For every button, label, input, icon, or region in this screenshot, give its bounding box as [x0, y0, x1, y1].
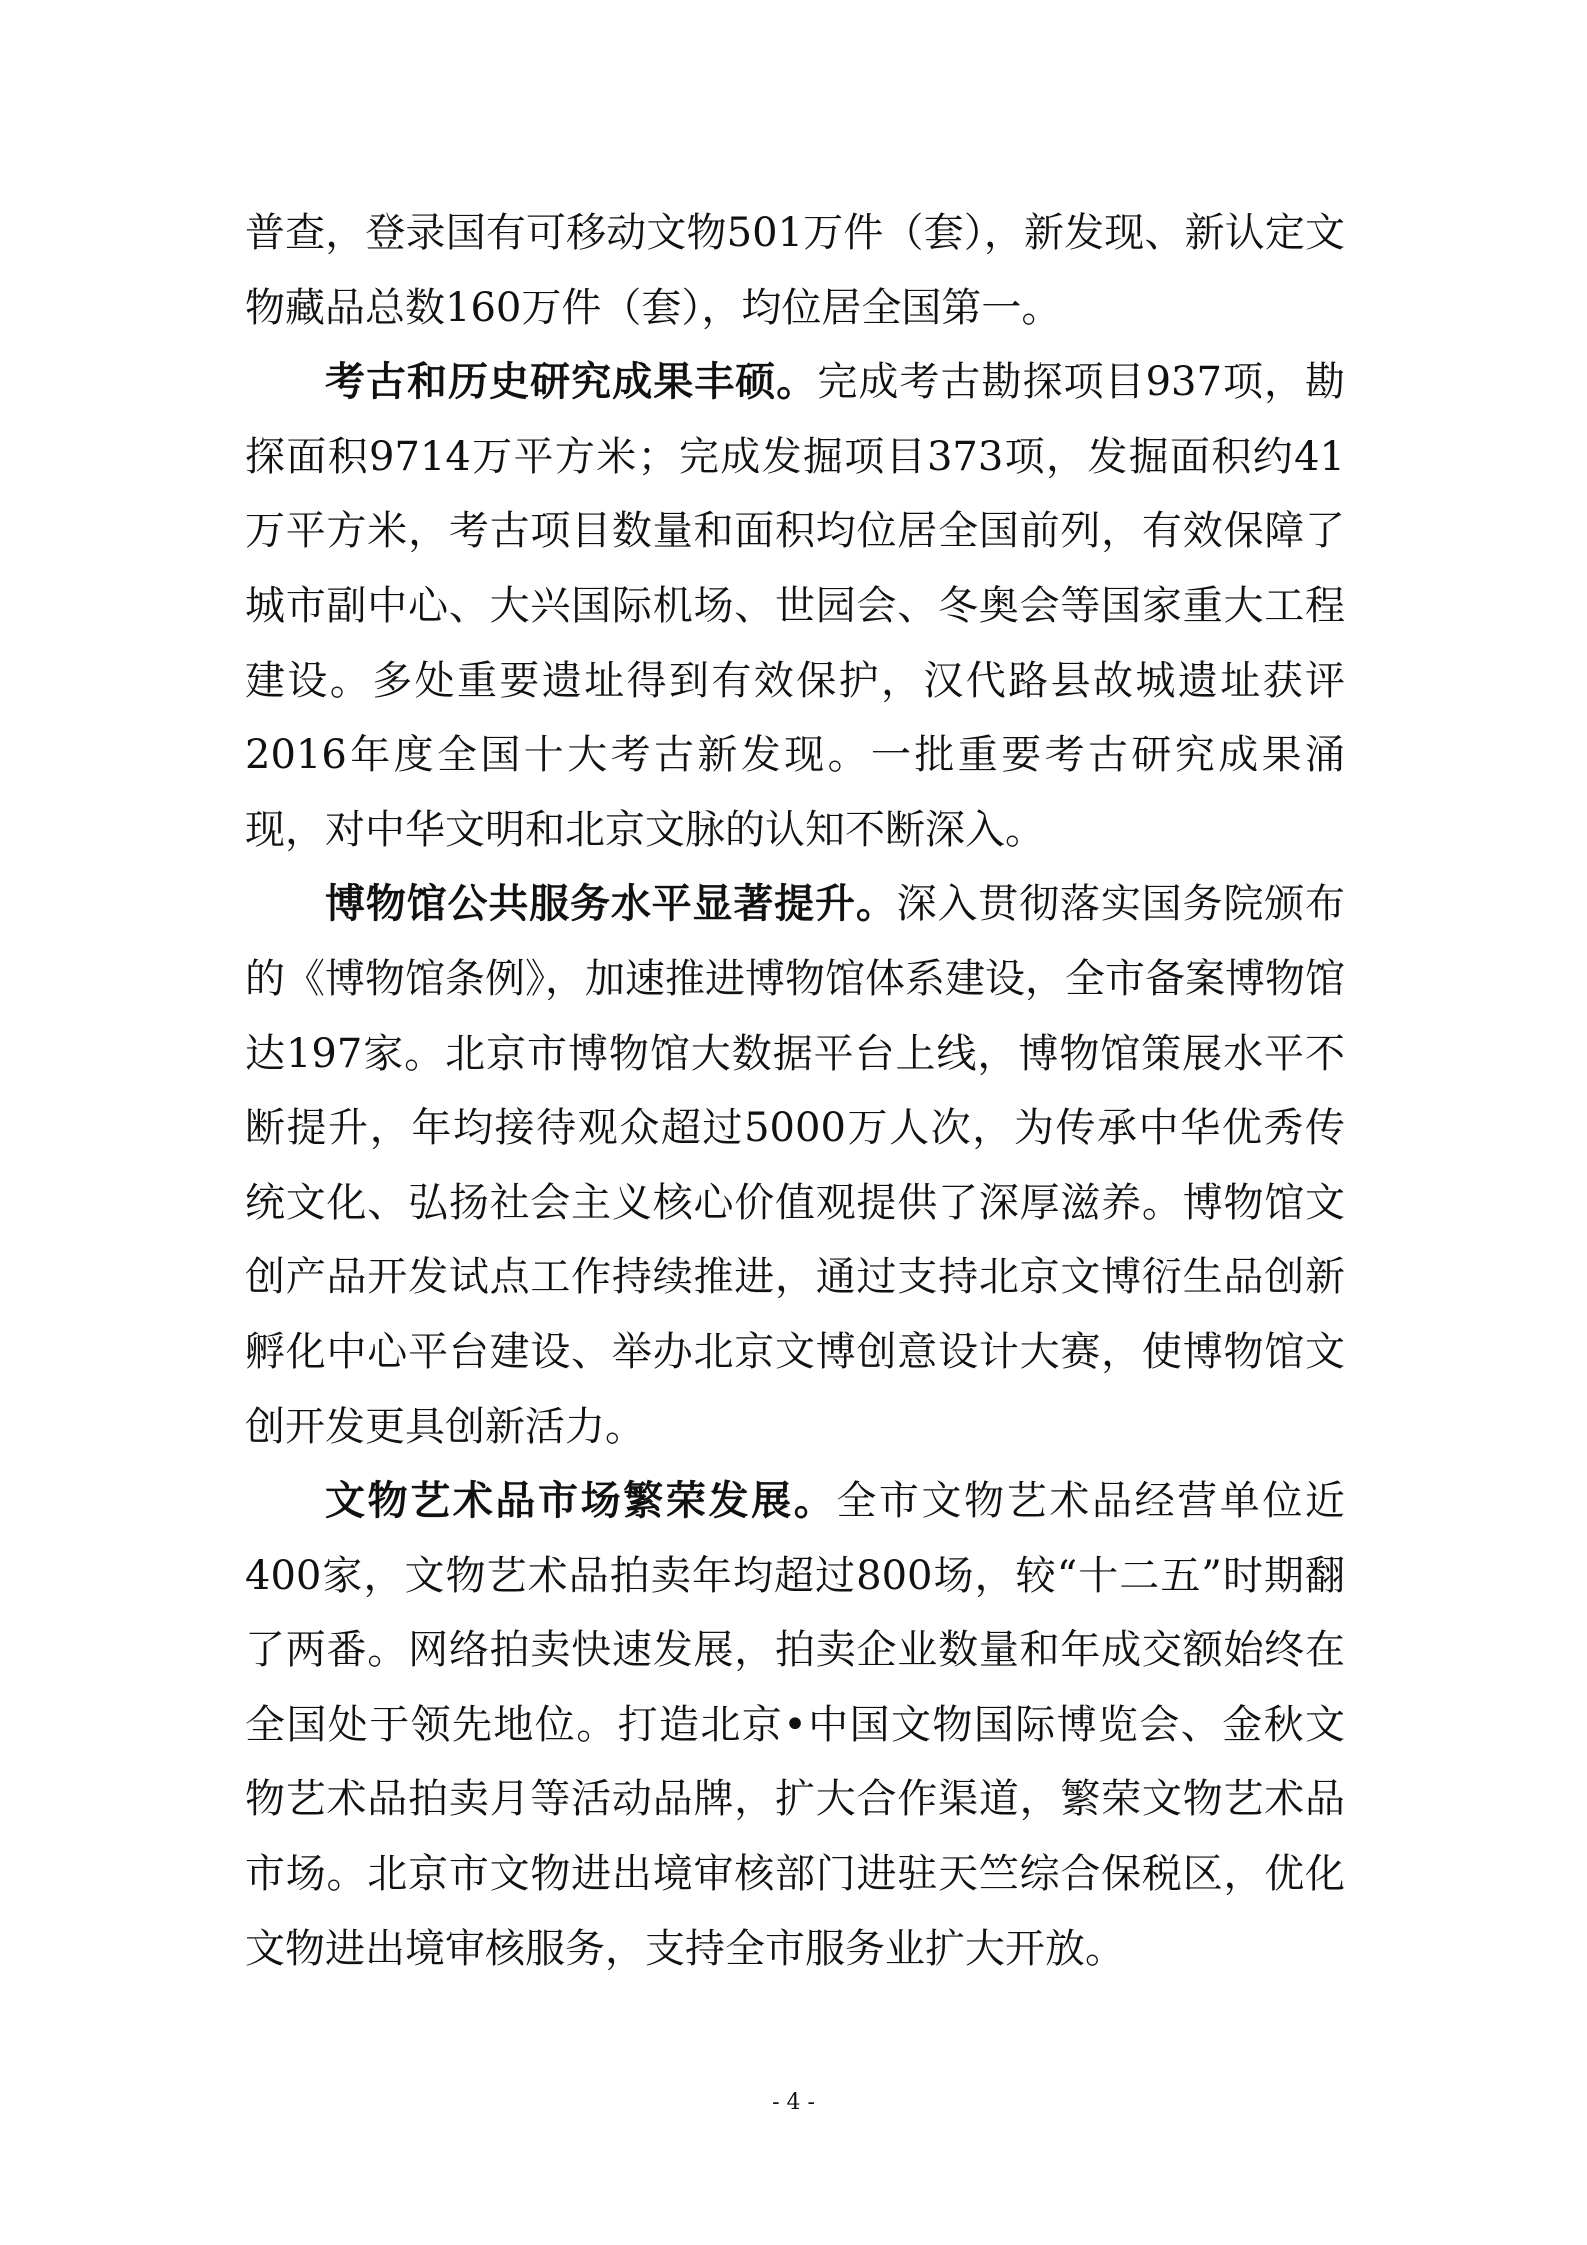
paragraph-heading: 考古和历史研究成果丰硕。 — [325, 359, 818, 406]
paragraph-text: 普查，登录国有可移动文物501万件（套），新发现、新认定文物藏品总数160万件（套），均位居全国第一。 — [245, 210, 1345, 331]
paragraph-continuation — [245, 196, 1345, 345]
paragraph-archaeology — [245, 345, 1345, 867]
paragraph-heading: 文物艺术品市场繁荣发展。 — [325, 1478, 837, 1525]
paragraph-text: 完成考古勘探项目937项，勘探面积9714万平方米；完成发掘项目373项，发掘面积约41万平方米，考古项目数量和面积均位居全国前列，有效保障了城市副中心、大兴国际机场、世园会、冬奥会等国家重大工程建设。多处重要遗址得到有效保护，汉代路县故城遗址获评2016年度全国十大考古新发现。一批重要考古研究成果涌现，对中华文明和北京文脉的认知不断深入。 — [245, 359, 1345, 853]
paragraph-heading: 博物馆公共服务水平显著提升。 — [325, 881, 897, 928]
paragraph-text: 深入贯彻落实国务院颁布的《博物馆条例》，加速推进博物馆体系建设，全市备案博物馆达197家。北京市博物馆大数据平台上线，博物馆策展水平不断提升，年均接待观众超过5000万人次，为传承中华优秀传统文化、弘扬社会主义核心价值观提供了深厚滋养。博物馆文创产品开发试点工作持续推进，通过支持北京文博衍生品创新孵化中心平台建设、举办北京文博创意设计大赛，使博物馆文创开发更具创新活力。 — [245, 881, 1346, 1450]
paragraph-text: 全市文物艺术品经营单位近400家，文物艺术品拍卖年均超过800场，较“十二五”时期翻了两番。网络拍卖快速发展，拍卖企业数量和年成交额始终在全国处于领先地位。打造北京•中国文物国际博览会、金秋文物艺术品拍卖月等活动品牌，扩大合作渠道，繁荣文物艺术品市场。北京市文物进出境审核部门进驻天竺综合保税区，优化文物进出境审核服务，支持全市服务业扩大开放。 — [245, 1478, 1346, 1972]
paragraph-art-market — [245, 1464, 1345, 1986]
document-body — [245, 196, 1345, 1986]
page-number: - 4 - — [772, 2090, 815, 2115]
paragraph-museums — [245, 867, 1345, 1464]
